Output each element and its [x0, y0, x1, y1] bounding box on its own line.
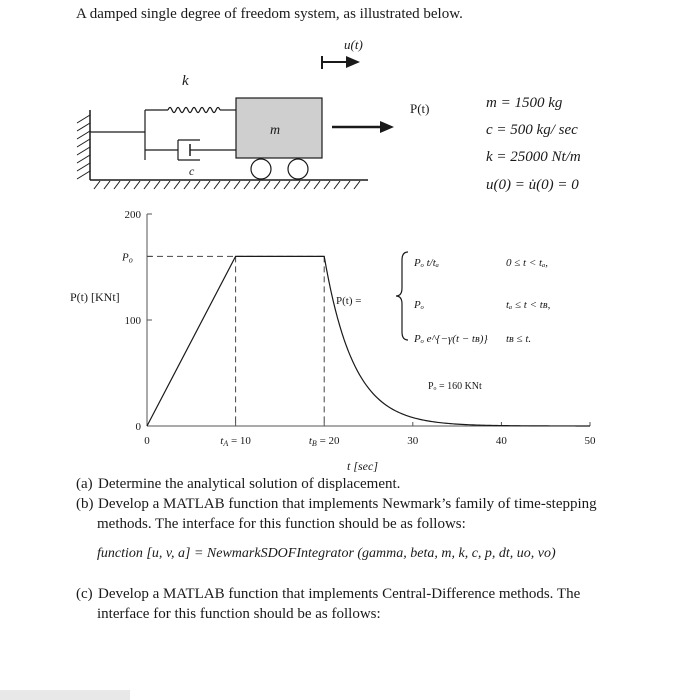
displacement-label: u(t): [344, 37, 363, 52]
x-tick-label-ta: tA = 10: [220, 435, 251, 448]
spring: [168, 108, 220, 113]
param-mass: m = 1500 kg: [486, 95, 563, 111]
damper-label: c: [189, 164, 195, 178]
piecewise-lhs: P(t) =: [336, 295, 362, 307]
question-c-continued: interface for this function should be as follows:: [97, 606, 381, 622]
x-tick-label: 0: [144, 435, 150, 447]
question-b-text: Develop a MATLAB function that implements Newmark’s family of time-stepping: [98, 496, 597, 512]
force-arrow-head: [380, 121, 394, 133]
y-tick-label: 200: [124, 209, 141, 221]
case1-condition: 0 ≤ t < tₐ,: [506, 257, 549, 269]
question-b-label: (b): [76, 496, 94, 512]
newmark-function-signature: function [u, v, a] = NewmarkSDOFIntegrator (gamma, beta, m, k, c, p, dt, uo, vo): [97, 546, 556, 561]
po-value-note: Pₒ = 160 KNt: [428, 381, 482, 392]
ground-hatching: [94, 181, 360, 189]
case1-expression: Pₒ t/tₐ: [414, 257, 439, 269]
spring-label: k: [182, 73, 189, 89]
problem-header: A damped single degree of freedom system, as illustrated below.: [76, 6, 463, 22]
force-label: P(t): [410, 101, 430, 116]
displacement-arrow-head: [346, 56, 360, 68]
wheel-left: [251, 159, 271, 179]
question-a-text: Determine the analytical solution of displacement.: [98, 476, 401, 492]
sdof-diagram: [0, 0, 698, 200]
case2-condition: tₐ ≤ t < tʙ,: [506, 299, 551, 311]
case2-expression: Pₒ: [414, 299, 424, 311]
y-tick-label: 100: [124, 315, 141, 327]
y-axis-label: P(t) [KNt]: [70, 290, 120, 304]
load-chart: [0, 200, 698, 480]
param-damping: c = 500 kg/ sec: [486, 122, 578, 138]
question-c-label: (c): [76, 586, 93, 602]
question-b: [76, 494, 656, 514]
question-a: [76, 474, 656, 494]
case3-expression: Pₒ e^{−γ(t − tʙ)}: [414, 333, 488, 345]
question-c: [76, 584, 656, 604]
question-a-label: (a): [76, 476, 93, 492]
piecewise-brace: [396, 252, 408, 340]
x-tick-label: 50: [584, 435, 596, 447]
x-tick-label-tb: tB = 20: [308, 435, 340, 448]
y-tick-label-po: Po: [122, 251, 133, 265]
wall-hatching: [77, 115, 90, 179]
wheel-right: [288, 159, 308, 179]
case3-condition: tʙ ≤ t.: [506, 333, 532, 345]
question-b-continued: methods. The interface for this function should be as follows:: [97, 516, 466, 532]
param-stiffness: k = 25000 Nt/m: [486, 149, 581, 165]
question-c-text: Develop a MATLAB function that implements Central-Difference methods. The: [98, 586, 581, 602]
y-tick-label: 0: [135, 421, 141, 433]
x-axis-label: t [sec]: [347, 459, 378, 473]
mass-label: m: [270, 123, 281, 138]
x-tick-label: 30: [407, 435, 419, 447]
param-initial-conditions: u(0) = u̇(0) = 0: [486, 177, 579, 193]
page-edge-strip: [0, 690, 130, 700]
x-tick-label: 40: [495, 435, 507, 447]
